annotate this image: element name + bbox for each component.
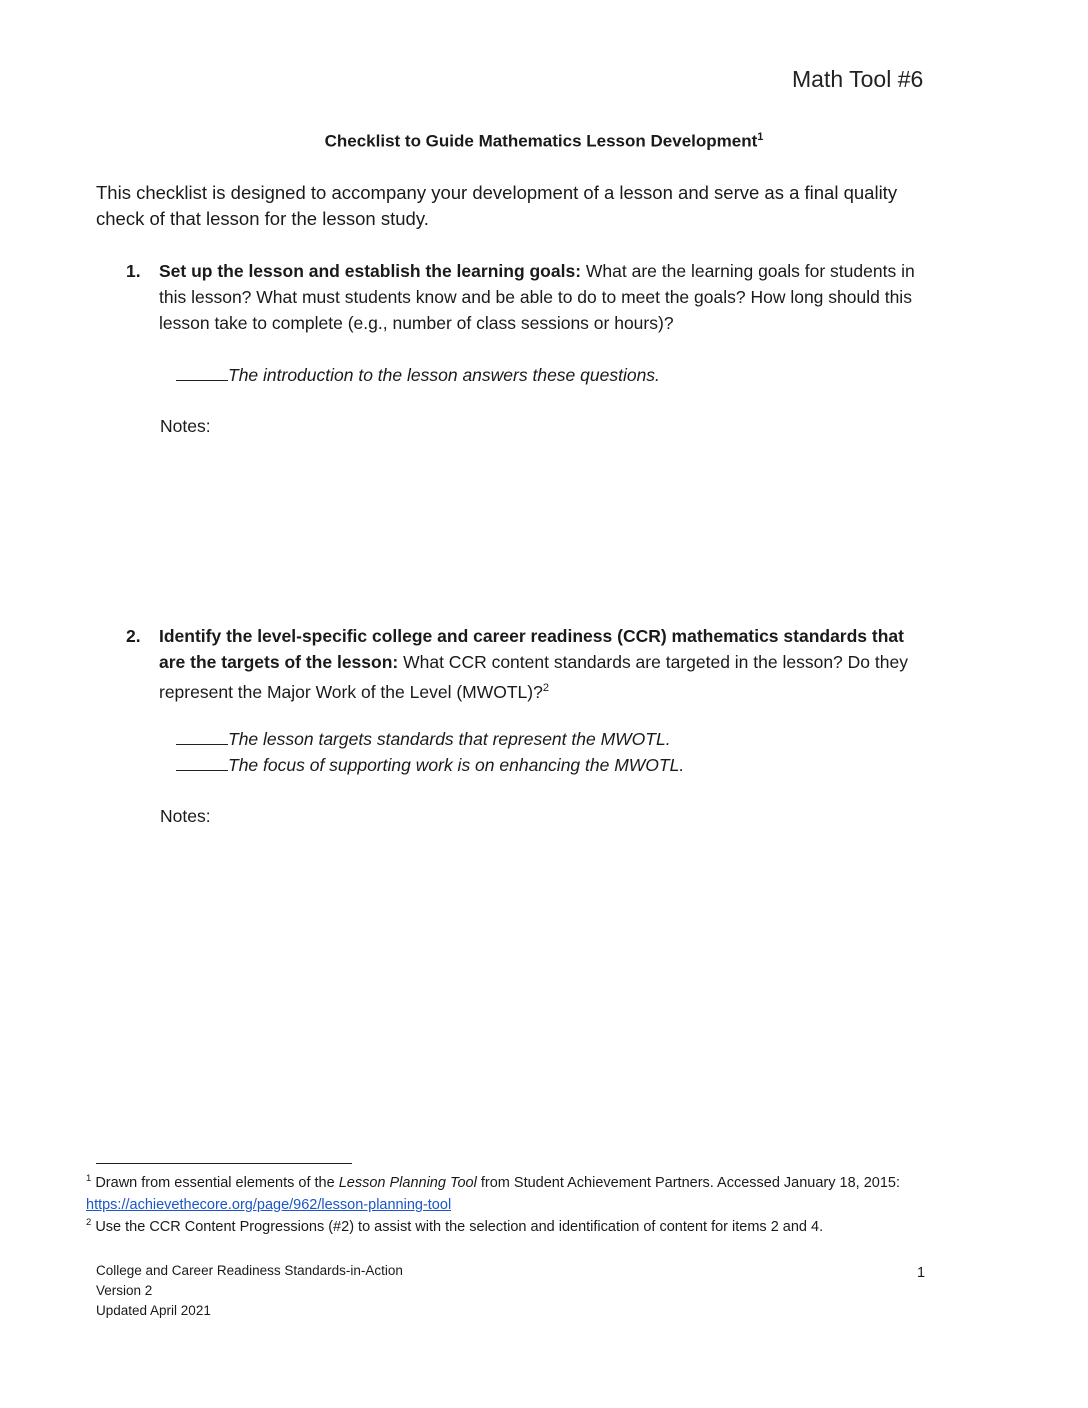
check-blank[interactable] bbox=[176, 362, 228, 381]
check-line bbox=[176, 726, 671, 752]
footer-line: Updated April 2021 bbox=[96, 1303, 211, 1318]
footnote-2 bbox=[86, 1212, 966, 1238]
footnote-text: Drawn from essential elements of the bbox=[91, 1174, 339, 1191]
checklist-item-2 bbox=[126, 623, 926, 705]
footnote-mark: 1 bbox=[86, 1173, 92, 1184]
check-blank[interactable] bbox=[176, 752, 228, 771]
check-line bbox=[176, 752, 684, 778]
item-body: What CCR content standards are targeted in the lesson? Do they represent the Major Work of the Level (MWOTL)? bbox=[159, 652, 908, 702]
footnote-text: from Student Achievement Partners. Accessed January 18, 2015: bbox=[476, 1174, 901, 1191]
document-title-text: Checklist to Guide Mathematics Lesson Development bbox=[324, 131, 758, 151]
intro-paragraph: This checklist is designed to accompany your development of a lesson and serve as a final quality check of that lesson for the lesson study. bbox=[96, 182, 898, 229]
item-text bbox=[159, 623, 926, 705]
check-text: The introduction to the lesson answers these questions. bbox=[228, 365, 660, 385]
page-footer bbox=[96, 1261, 403, 1321]
checklist-item-1 bbox=[126, 258, 926, 336]
page-number: 1 bbox=[917, 1265, 926, 1281]
item-footnote-mark: 2 bbox=[542, 682, 549, 694]
footer-line: College and Career Readiness Standards-in-Action bbox=[96, 1263, 403, 1278]
notes-label: Notes: bbox=[160, 416, 211, 436]
footnote-divider bbox=[96, 1163, 352, 1164]
item-heading: Set up the lesson and establish the learning goals: bbox=[159, 261, 582, 281]
check-text: The focus of supporting work is on enhancing the MWOTL. bbox=[228, 755, 685, 775]
check-line bbox=[176, 362, 660, 388]
item-number: 2. bbox=[126, 626, 141, 646]
item-heading: Identify the level-specific college and career readiness (CCR) mathematics standards that are the targets of the lesson: bbox=[159, 626, 904, 672]
footnote-mark: 2 bbox=[86, 1217, 92, 1228]
title-footnote-mark: 1 bbox=[757, 131, 764, 143]
footnote-1 bbox=[86, 1168, 966, 1216]
document-title bbox=[0, 131, 1088, 152]
notes-label: Notes: bbox=[160, 806, 211, 826]
item-text bbox=[159, 258, 926, 336]
check-blank[interactable] bbox=[176, 726, 228, 745]
check-text: The lesson targets standards that represent the MWOTL. bbox=[228, 729, 671, 749]
item-number: 1. bbox=[126, 261, 141, 281]
footnote-text: Use the CCR Content Progressions (#2) to assist with the selection and identification of content for items 2 and 4. bbox=[91, 1218, 824, 1235]
footnote-link[interactable]: https://achievethecore.org/page/962/lesson-planning-tool bbox=[86, 1196, 452, 1213]
footer-line: Version 2 bbox=[96, 1283, 153, 1298]
item-body: What are the learning goals for students in this lesson? What must students know and be able to do to meet the goals? How long should this lesson take to complete (e.g., number of class sessions or hours)? bbox=[159, 261, 915, 333]
tool-tag: Math Tool #6 bbox=[792, 66, 924, 92]
footnote-italic-text: Lesson Planning Tool bbox=[338, 1174, 477, 1191]
